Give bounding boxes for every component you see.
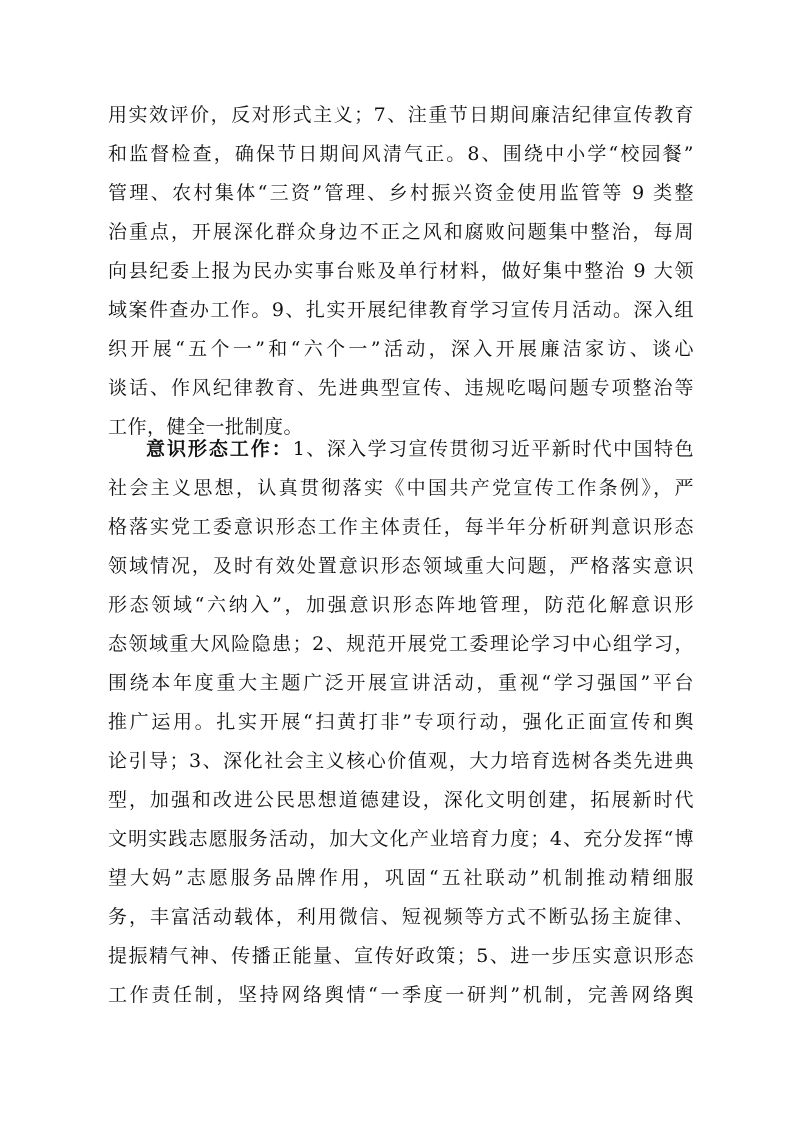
paragraph-line: 用实效评价，反对形式主义；7、注重节日期间廉洁纪律宣传教育 — [108, 104, 694, 126]
paragraph-line: 和监督检查，确保节日期间风清气正。8、围绕中小学“校园餐” — [108, 143, 694, 165]
paragraph-line: 围绕本年度重大主题广泛开展宣讲活动，重视“学习强国”平台 — [108, 672, 694, 694]
paragraph-line: 工作责任制，坚持网络舆情“一季度一研判”机制，完善网络舆 — [108, 984, 694, 1006]
paragraph-line: 领域情况，及时有效处置意识形态领域重大问题，严格落实意识 — [108, 555, 694, 577]
paragraph-line: 域案件查办工作。9、扎实开展纪律教育学习宣传月活动。深入组 — [108, 299, 694, 321]
paragraph-line: 向县纪委上报为民办实事台账及单行材料，做好集中整治 9 大领 — [108, 260, 694, 282]
paragraph-line: 形态领域“六纳入”，加强意识形态阵地管理，防范化解意识形 — [108, 594, 694, 616]
paragraph-line: 治重点，开展深化群众身边不正之风和腐败问题集中整治，每周 — [108, 221, 694, 243]
paragraph-line: 社会主义思想，认真贯彻落实《中国共产党宣传工作条例》，严 — [108, 477, 694, 499]
paragraph-line: 织开展“五个一”和“六个一”活动，深入开展廉洁家访、谈心 — [108, 338, 694, 360]
paragraph-first-line-text: 1、深入学习宣传贯彻习近平新时代中国特色 — [292, 438, 694, 460]
paragraph-line: 论引导；3、深化社会主义核心价值观，大力培育选树各类先进典 — [108, 750, 694, 772]
paragraph-line: 工作，健全一批制度。 — [108, 416, 304, 438]
paragraph-line: 推广运用。扎实开展“扫黄打非”专项行动，强化正面宣传和舆 — [108, 711, 694, 733]
paragraph-first-line — [108, 430, 694, 469]
paragraph-line: 格落实党工委意识形态工作主体责任，每半年分析研判意识形态 — [108, 516, 694, 538]
paragraph-line: 管理、农村集体“三资”管理、乡村振兴资金使用监管等 9 类整 — [108, 182, 694, 204]
paragraph-line: 态领域重大风险隐患；2、规范开展党工委理论学习中心组学习， — [108, 633, 694, 655]
paragraph-line: 务，丰富活动载体，利用微信、短视频等方式不断弘扬主旋律、 — [108, 906, 694, 928]
paragraph-line: 型，加强和改进公民思想道德建设，深化文明创建，拓展新时代 — [108, 789, 694, 811]
section-heading: 意识形态工作： — [146, 438, 293, 460]
paragraph-discipline-work — [108, 96, 694, 447]
paragraph-ideology-work — [108, 430, 694, 1015]
paragraph-line: 望大妈”志愿服务品牌作用，巩固“五社联动”机制推动精细服 — [108, 867, 694, 889]
paragraph-line: 提振精气神、传播正能量、宣传好政策；5、进一步压实意识形态 — [108, 945, 694, 967]
paragraph-line: 文明实践志愿服务活动，加大文化产业培育力度；4、充分发挥“博 — [108, 828, 694, 850]
paragraph-line: 谈话、作风纪律教育、先进典型宣传、违规吃喝问题专项整治等 — [108, 377, 694, 399]
